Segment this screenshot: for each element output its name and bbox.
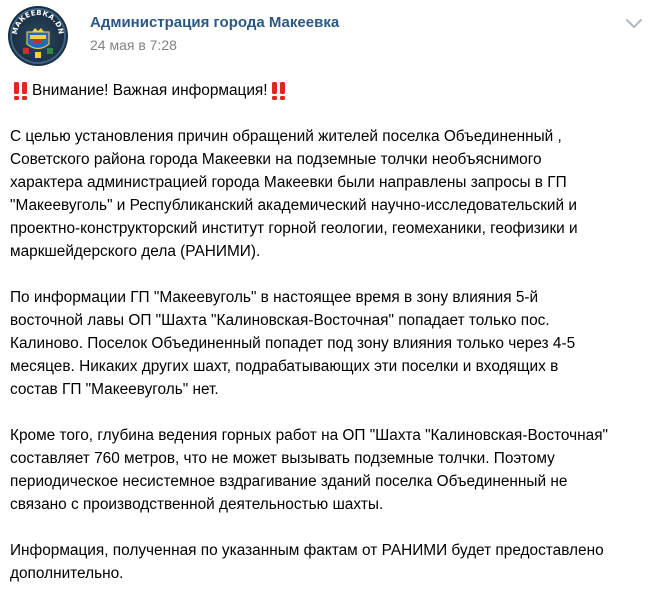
post-text-line: С целью установления причин обращений жителей поселка Объединенный ,: [10, 128, 562, 145]
post-date[interactable]: 24 мая в 7:28: [90, 37, 177, 53]
post-text-line: составляет 760 метров, что не может вызывать подземные толчки. Поэтому: [10, 450, 555, 467]
post-paragraph: [10, 125, 650, 263]
post-text-line: Кроме того, глубина ведения горных работ на ОП "Шахта "Калиновская-Восточная": [10, 427, 608, 444]
post-header: [8, 6, 652, 66]
double-exclamation-icon: [10, 79, 32, 102]
post-text: [10, 79, 650, 598]
post-text-line: Калиново. Поселок Объединенный попадет под зону влияния только через 4-5: [10, 335, 576, 352]
post-text-line: По информации ГП "Макеевуголь" в настоящее время в зону влияния 5-й: [10, 289, 539, 306]
post-text-line: периодическое несистемное вздрагивание зданий поселка Объединенный не: [10, 473, 568, 490]
double-exclamation-icon: [268, 79, 290, 102]
chevron-down-icon[interactable]: [624, 17, 644, 31]
post-text-line: проектно-конструкторский институт горной геологии, геомеханики, геофизики и: [10, 220, 578, 237]
post-text-line: характера администрацией города Макеевки были направлены запросы в ГП: [10, 174, 567, 191]
post-text-line: состав ГП "Макеевуголь" нет.: [10, 381, 219, 398]
post-author-link[interactable]: Администрация города Макеевка: [90, 14, 340, 31]
city-logo-icon: [8, 6, 68, 66]
svg-text:МАКЕЕВКА.DN: МАКЕЕВКА.DN: [10, 8, 66, 36]
post-text-line: связано с производственной деятельностью шахты.: [10, 496, 384, 513]
post-headline: [10, 79, 650, 102]
post-text-line: "Макеевуголь" и Республиканский академический научно-исследовательский и: [10, 197, 578, 214]
avatar[interactable]: [8, 6, 68, 66]
post-text-line: маркшейдерского дела (РАНИМИ).: [10, 243, 261, 260]
post-paragraph: [10, 539, 650, 585]
headline-text: Внимание! Важная информация!: [32, 82, 268, 99]
post-text-line: Информация, полученная по указанным фактам от РАНИМИ будет предоставлено: [10, 542, 604, 559]
post-text-line: месяцев. Никаких других шахт, подрабатывающих эти поселки и входящих в: [10, 358, 559, 375]
post-paragraph: [10, 424, 650, 516]
post-paragraph: [10, 286, 650, 401]
post-text-line: дополнительно.: [10, 565, 124, 582]
post-text-line: Советского района города Макеевки на подземные толчки необъяснимого: [10, 151, 542, 168]
post-text-line: восточной лавы ОП "Шахта "Калиновская-Восточная" попадает только пос.: [10, 312, 550, 329]
